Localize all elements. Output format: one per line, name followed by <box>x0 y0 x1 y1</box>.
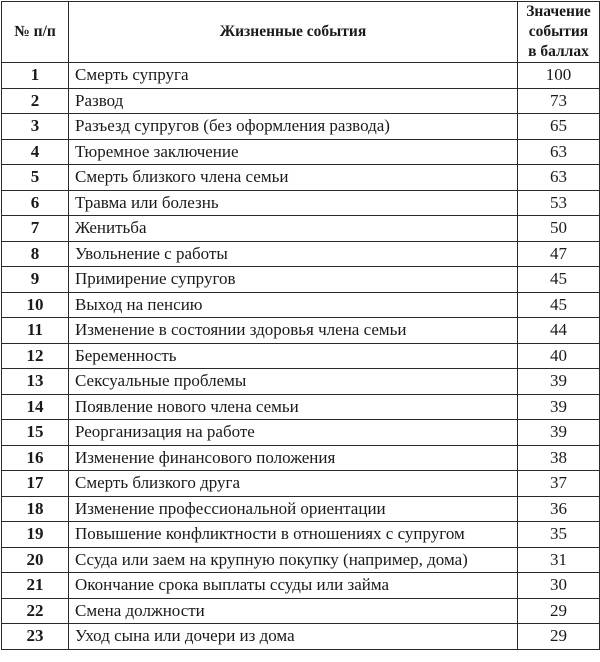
table-row <box>2 445 600 471</box>
row-value: 39 <box>518 420 600 446</box>
row-number: 13 <box>2 369 69 395</box>
table-row <box>2 369 600 395</box>
row-event: Появление нового члена семьи <box>69 394 518 420</box>
row-event: Уход сына или дочери из дома <box>69 624 518 650</box>
row-event: Смерть близкого члена семьи <box>69 165 518 191</box>
table-row <box>2 522 600 548</box>
row-value: 39 <box>518 394 600 420</box>
header-value <box>518 2 600 63</box>
table-row <box>2 88 600 114</box>
row-event: Беременность <box>69 343 518 369</box>
row-event: Реорганизация на работе <box>69 420 518 446</box>
row-number: 21 <box>2 573 69 599</box>
row-event: Повышение конфликтности в отношениях с супругом <box>69 522 518 548</box>
row-event: Женитьба <box>69 216 518 242</box>
row-event: Окончание срока выплаты ссуды или займа <box>69 573 518 599</box>
table-row <box>2 292 600 318</box>
row-value: 53 <box>518 190 600 216</box>
row-value: 31 <box>518 547 600 573</box>
row-event: Смерть супруга <box>69 63 518 89</box>
table-row <box>2 496 600 522</box>
row-value: 29 <box>518 598 600 624</box>
row-number: 8 <box>2 241 69 267</box>
row-number: 16 <box>2 445 69 471</box>
table-row <box>2 343 600 369</box>
row-number: 23 <box>2 624 69 650</box>
row-number: 14 <box>2 394 69 420</box>
header-num: № п/п <box>2 2 69 63</box>
header-value-line3: в баллах <box>528 43 589 60</box>
row-value: 63 <box>518 139 600 165</box>
row-event: Ссуда или заем на крупную покупку (например, дома) <box>69 547 518 573</box>
table-row <box>2 63 600 89</box>
row-number: 18 <box>2 496 69 522</box>
table-row <box>2 190 600 216</box>
row-value: 73 <box>518 88 600 114</box>
row-event: Смерть близкого друга <box>69 471 518 497</box>
header-value-line2: события <box>528 23 589 40</box>
row-number: 19 <box>2 522 69 548</box>
row-value: 37 <box>518 471 600 497</box>
row-number: 4 <box>2 139 69 165</box>
row-value: 39 <box>518 369 600 395</box>
row-number: 11 <box>2 318 69 344</box>
row-value: 29 <box>518 624 600 650</box>
row-event: Тюремное заключение <box>69 139 518 165</box>
row-value: 50 <box>518 216 600 242</box>
row-event: Изменение финансового положения <box>69 445 518 471</box>
row-value: 63 <box>518 165 600 191</box>
row-number: 5 <box>2 165 69 191</box>
row-value: 44 <box>518 318 600 344</box>
table-row <box>2 573 600 599</box>
row-number: 10 <box>2 292 69 318</box>
row-event: Сексуальные проблемы <box>69 369 518 395</box>
row-event: Примирение супругов <box>69 267 518 293</box>
row-number: 15 <box>2 420 69 446</box>
row-value: 40 <box>518 343 600 369</box>
row-number: 20 <box>2 547 69 573</box>
row-event: Изменение в состоянии здоровья члена семьи <box>69 318 518 344</box>
row-event: Выход на пенсию <box>69 292 518 318</box>
table-row <box>2 267 600 293</box>
table-row <box>2 471 600 497</box>
table-row <box>2 216 600 242</box>
table-row <box>2 165 600 191</box>
table-row <box>2 547 600 573</box>
row-event: Смена должности <box>69 598 518 624</box>
row-number: 2 <box>2 88 69 114</box>
row-event: Развод <box>69 88 518 114</box>
row-event: Изменение профессиональной ориентации <box>69 496 518 522</box>
row-number: 3 <box>2 114 69 140</box>
row-value: 30 <box>518 573 600 599</box>
life-events-table <box>1 1 600 650</box>
row-value: 47 <box>518 241 600 267</box>
row-event: Разъезд супругов (без оформления развода) <box>69 114 518 140</box>
table-row <box>2 598 600 624</box>
row-number: 1 <box>2 63 69 89</box>
table-row <box>2 624 600 650</box>
row-number: 6 <box>2 190 69 216</box>
table-row <box>2 318 600 344</box>
row-number: 17 <box>2 471 69 497</box>
table-row <box>2 420 600 446</box>
row-number: 22 <box>2 598 69 624</box>
table-row <box>2 241 600 267</box>
row-number: 7 <box>2 216 69 242</box>
row-value: 35 <box>518 522 600 548</box>
table-row <box>2 394 600 420</box>
header-value-line1: Значение <box>526 3 591 20</box>
table-row <box>2 114 600 140</box>
row-value: 45 <box>518 292 600 318</box>
row-event: Увольнение с работы <box>69 241 518 267</box>
row-number: 12 <box>2 343 69 369</box>
row-event: Травма или болезнь <box>69 190 518 216</box>
row-value: 38 <box>518 445 600 471</box>
header-event: Жизненные события <box>69 2 518 63</box>
row-value: 65 <box>518 114 600 140</box>
table-row <box>2 139 600 165</box>
row-number: 9 <box>2 267 69 293</box>
row-value: 100 <box>518 63 600 89</box>
table-body <box>2 63 600 650</box>
header-row <box>2 2 600 63</box>
row-value: 36 <box>518 496 600 522</box>
row-value: 45 <box>518 267 600 293</box>
